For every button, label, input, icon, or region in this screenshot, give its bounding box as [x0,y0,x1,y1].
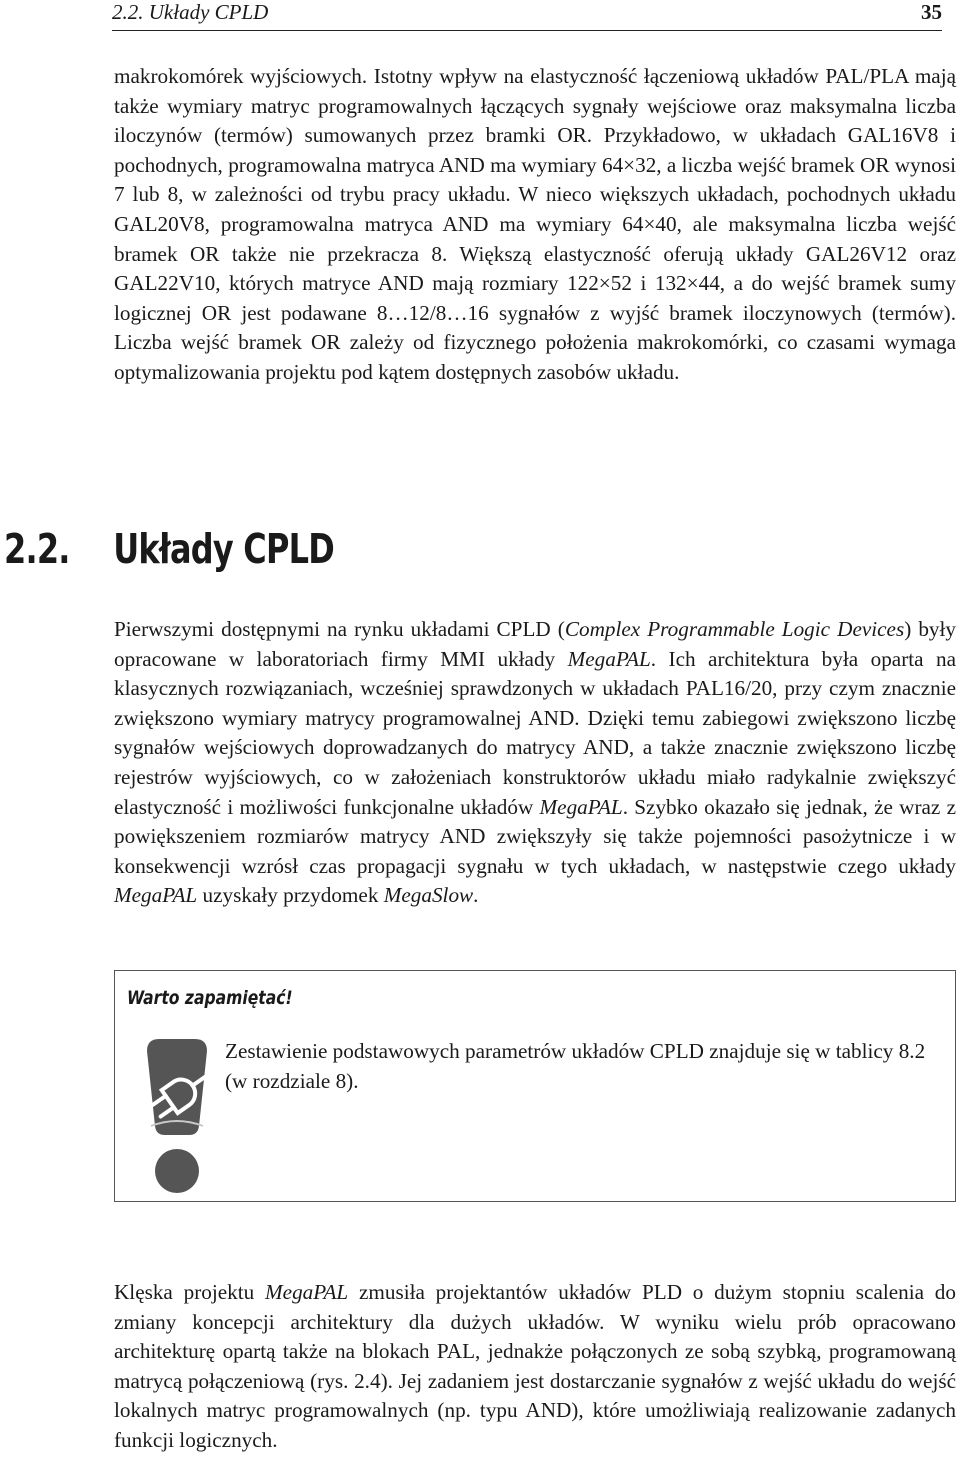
callout-text: Zestawienie podstawowych parametrów układów CPLD znajduje się w tablicy 8.2 (w rozdziale 8). [225,1039,926,1093]
page-header [112,0,942,31]
body-paragraph-2 [114,615,956,911]
text-run: Klęska projektu [114,1280,266,1304]
italic-term: MegaSlow [383,883,474,908]
text-run: . [473,883,479,908]
text-run: . Ich architektura była oparta na klasycznych rozwiązaniach, wcześniej sprawdzonych w układach PAL16/20, przy czym znacznie zwiększono wymiary matrycy programowalnej AND. Dzięki temu zabiegowi zwiększono liczbę sygnałów wejściowych doprowadzanych do matrycy AND, a także znacznie zwiększono liczbę rejestrów wyjściowych, co w założeniach konstruktorów układu miało radykalnie zwiększyć elastyczność i możliwości funkcjonalne układów [114,646,956,819]
callout-title: Warto zapamiętać! [127,987,293,1009]
italic-term: MegaPAL [114,883,198,908]
text-run: ) były opracowane w laboratoriach firmy MMI układy [114,617,956,671]
running-title: 2.2. Układy CPLD [112,0,269,24]
note-callout-box [114,970,956,1202]
text-run: Pierwszymi dostępnymi na rynku układami CPLD ( [114,617,565,641]
text-run: uzyskały przydomek [197,883,384,908]
text-run: . Szybko okazało się jednak, że wraz z powiększeniem rozmiarów matrycy AND zwiększyły się także pojemności pasożytnicze i w konsekwencji wzrósł czas propagacji sygnału w tych układach, w następstwie czego układy [114,794,956,878]
exclamation-and-gate-icon [137,1031,227,1201]
body-paragraph-1: makrokomórek wyjściowych. Istotny wpływ na elastyczność łączeniową układów PAL/PLA mają także wymiary matryc programowalnych łączących sygnały wejściowe oraz maksymalna liczba iloczynów (termów) sumowanych przez bramki OR. Przykładowo, w układach GAL16V8 i pochodnych, programowalna matryca AND ma wymiary 64×32, a liczba wejść bramek OR wynosi 7 lub 8, w zależności od trybu pracy układu. W nieco większych układach, pochodnych układu GAL20V8, programowalna matryca AND ma wymiary 64×40, ale maksymalna liczba wejść bramek OR także nie przekracza 8. Większą elastyczność oferują układy GAL26V12 oraz GAL22V10, których matryce AND mają rozmiary 122×52 i 132×44, a do wejść bramek sumy logicznej OR jest podawane 8…12/8…16 sygnałów z wyjść bramek iloczynowych (termów). Liczba wejść bramek OR zależy od fizycznego położenia makrokomórki, co czasami wymaga optymalizowania projektu pod kątem dostępnych zasobów układu. [114,64,956,384]
body-paragraph-3 [114,1278,956,1456]
italic-term: Complex Programmable Logic Devices [564,617,905,641]
italic-term: MegaPAL [567,646,651,671]
section-number: 2.2. [4,525,70,573]
page-number: 35 [921,0,942,24]
section-title: Układy CPLD [113,525,335,573]
italic-term: MegaPAL [265,1280,349,1304]
section-heading [4,525,334,585]
text-run: zmusiła projektantów układów PLD o dużym stopniu scalenia do zmiany koncepcji architektury dla dużych układów. W wyniku wielu prób opracowano architekturę opartą także na blokach PAL, jednakże połączonych ze sobą szybką, programowaną matrycą połączeniową (rys. 2.4). Jej zadaniem jest dostarczanie sygnałów z wejść układu do wejść lokalnych matryc programowalnych (np. typu AND), które umożliwiają realizowanie zadanych funkcji logicznych. [114,1280,956,1452]
italic-term: MegaPAL [539,794,623,819]
